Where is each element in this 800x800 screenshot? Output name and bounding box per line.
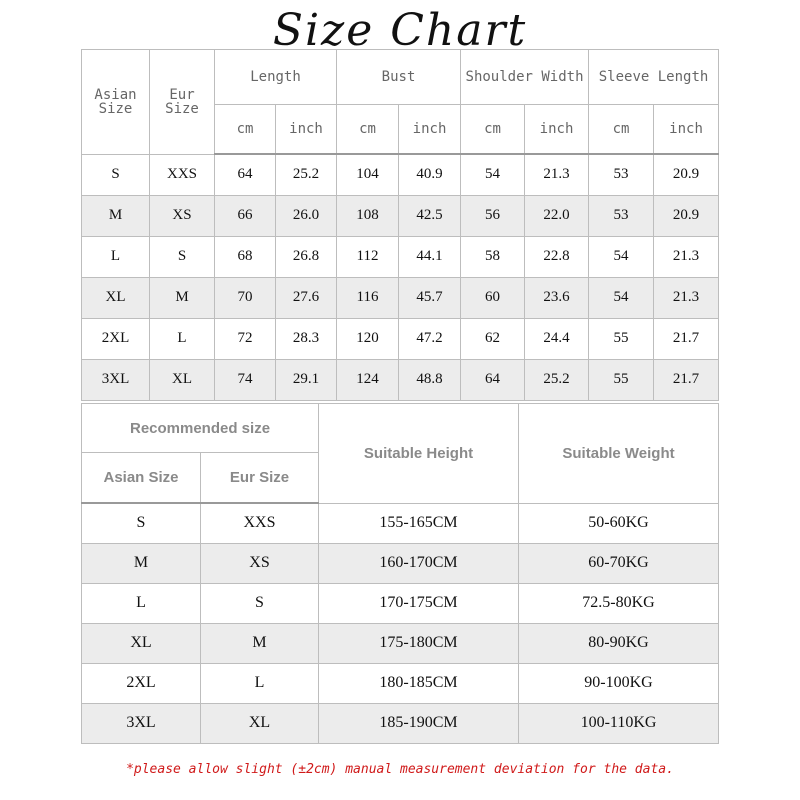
header-suitable-weight: Suitable Weight bbox=[519, 404, 719, 504]
table-cell: 104 bbox=[337, 154, 399, 195]
table-cell: S bbox=[201, 583, 319, 623]
table-cell: L bbox=[201, 663, 319, 703]
table-cell: 155-165CM bbox=[319, 503, 519, 543]
table-cell: S bbox=[82, 503, 201, 543]
table-cell: 45.7 bbox=[399, 277, 461, 318]
header-shoulder-width: Shoulder Width bbox=[461, 50, 589, 105]
table-cell: 22.0 bbox=[525, 195, 589, 236]
header-sleeve-length: Sleeve Length bbox=[589, 50, 719, 105]
table-cell: 27.6 bbox=[276, 277, 337, 318]
table-cell: 29.1 bbox=[276, 359, 337, 400]
table-cell: L bbox=[82, 583, 201, 623]
table-row bbox=[82, 318, 719, 359]
table-cell: M bbox=[82, 543, 201, 583]
header-rec-asian-size: Asian Size bbox=[82, 453, 201, 504]
table-cell: 21.3 bbox=[654, 277, 719, 318]
table-cell: 48.8 bbox=[399, 359, 461, 400]
table-cell: 26.8 bbox=[276, 236, 337, 277]
table-cell: 50-60KG bbox=[519, 503, 719, 543]
table-cell: 23.6 bbox=[525, 277, 589, 318]
table-cell: XL bbox=[82, 623, 201, 663]
table-cell: S bbox=[150, 236, 215, 277]
table-row bbox=[82, 236, 719, 277]
header-recommended-size: Recommended size bbox=[82, 404, 319, 453]
header-bust-inch: inch bbox=[399, 105, 461, 155]
table-cell: 54 bbox=[461, 154, 525, 195]
table-cell: 170-175CM bbox=[319, 583, 519, 623]
header-length: Length bbox=[215, 50, 337, 105]
table-cell: XL bbox=[201, 703, 319, 743]
table-cell: 20.9 bbox=[654, 195, 719, 236]
table-cell: 72 bbox=[215, 318, 276, 359]
measurement-note: *please allow slight (±2cm) manual measurement deviation for the data. bbox=[126, 762, 674, 777]
table-cell: 90-100KG bbox=[519, 663, 719, 703]
header-bust-cm: cm bbox=[337, 105, 399, 155]
table-cell: 3XL bbox=[82, 359, 150, 400]
table-row bbox=[82, 703, 719, 743]
table-cell: XS bbox=[201, 543, 319, 583]
table-cell: 120 bbox=[337, 318, 399, 359]
table-cell: M bbox=[201, 623, 319, 663]
table-cell: L bbox=[150, 318, 215, 359]
table-row bbox=[82, 277, 719, 318]
table-cell: XS bbox=[150, 195, 215, 236]
header-suitable-height: Suitable Height bbox=[319, 404, 519, 504]
table-cell: 74 bbox=[215, 359, 276, 400]
header-eur-size: Eur Size bbox=[150, 50, 215, 155]
table-cell: 55 bbox=[589, 318, 654, 359]
header-bust: Bust bbox=[337, 50, 461, 105]
table-cell: 108 bbox=[337, 195, 399, 236]
table-cell: 64 bbox=[461, 359, 525, 400]
header-shoulder-cm: cm bbox=[461, 105, 525, 155]
table-cell: 25.2 bbox=[525, 359, 589, 400]
table-cell: 185-190CM bbox=[319, 703, 519, 743]
table-row bbox=[82, 359, 719, 400]
table-cell: 64 bbox=[215, 154, 276, 195]
table-cell: 58 bbox=[461, 236, 525, 277]
table-cell: 26.0 bbox=[276, 195, 337, 236]
header-asian-size: Asian Size bbox=[82, 50, 150, 155]
header-length-inch: inch bbox=[276, 105, 337, 155]
table-cell: 22.8 bbox=[525, 236, 589, 277]
table-cell: 160-170CM bbox=[319, 543, 519, 583]
table-cell: 124 bbox=[337, 359, 399, 400]
table-cell: 42.5 bbox=[399, 195, 461, 236]
table-cell: 53 bbox=[589, 195, 654, 236]
table-cell: 55 bbox=[589, 359, 654, 400]
table-cell: 53 bbox=[589, 154, 654, 195]
table-row bbox=[82, 623, 719, 663]
recommended-table-body bbox=[82, 503, 719, 743]
header-shoulder-inch: inch bbox=[525, 105, 589, 155]
table-cell: 180-185CM bbox=[319, 663, 519, 703]
table-cell: 66 bbox=[215, 195, 276, 236]
table-cell: 60-70KG bbox=[519, 543, 719, 583]
table-cell: 56 bbox=[461, 195, 525, 236]
table-row bbox=[82, 663, 719, 703]
table-cell: 21.7 bbox=[654, 318, 719, 359]
table-cell: 72.5-80KG bbox=[519, 583, 719, 623]
table-cell: 112 bbox=[337, 236, 399, 277]
header-rec-eur-size: Eur Size bbox=[201, 453, 319, 504]
table-row bbox=[82, 503, 719, 543]
table-row bbox=[82, 195, 719, 236]
table-cell: 70 bbox=[215, 277, 276, 318]
table-row bbox=[82, 543, 719, 583]
header-length-cm: cm bbox=[215, 105, 276, 155]
table-cell: XXS bbox=[150, 154, 215, 195]
table-row bbox=[82, 583, 719, 623]
table-cell: 21.3 bbox=[525, 154, 589, 195]
table-cell: 44.1 bbox=[399, 236, 461, 277]
table-cell: L bbox=[82, 236, 150, 277]
size-table bbox=[81, 49, 719, 401]
table-cell: 175-180CM bbox=[319, 623, 519, 663]
table-cell: XL bbox=[82, 277, 150, 318]
table-cell: 40.9 bbox=[399, 154, 461, 195]
page-title: Size Chart bbox=[272, 5, 528, 56]
table-cell: S bbox=[82, 154, 150, 195]
table-cell: 24.4 bbox=[525, 318, 589, 359]
table-cell: 3XL bbox=[82, 703, 201, 743]
table-cell: 20.9 bbox=[654, 154, 719, 195]
table-cell: 2XL bbox=[82, 318, 150, 359]
table-cell: 54 bbox=[589, 277, 654, 318]
header-sleeve-cm: cm bbox=[589, 105, 654, 155]
table-cell: 28.3 bbox=[276, 318, 337, 359]
table-cell: 68 bbox=[215, 236, 276, 277]
table-cell: 62 bbox=[461, 318, 525, 359]
table-cell: 60 bbox=[461, 277, 525, 318]
table-cell: 21.7 bbox=[654, 359, 719, 400]
table-cell: 47.2 bbox=[399, 318, 461, 359]
header-sleeve-inch: inch bbox=[654, 105, 719, 155]
table-cell: M bbox=[82, 195, 150, 236]
table-cell: 21.3 bbox=[654, 236, 719, 277]
table-cell: 54 bbox=[589, 236, 654, 277]
table-cell: 2XL bbox=[82, 663, 201, 703]
table-cell: 116 bbox=[337, 277, 399, 318]
size-table-body bbox=[82, 154, 719, 400]
table-cell: XXS bbox=[201, 503, 319, 543]
table-cell: 80-90KG bbox=[519, 623, 719, 663]
table-cell: 100-110KG bbox=[519, 703, 719, 743]
recommended-size-table bbox=[81, 403, 719, 744]
table-row bbox=[82, 154, 719, 195]
table-cell: XL bbox=[150, 359, 215, 400]
table-cell: 25.2 bbox=[276, 154, 337, 195]
table-cell: M bbox=[150, 277, 215, 318]
